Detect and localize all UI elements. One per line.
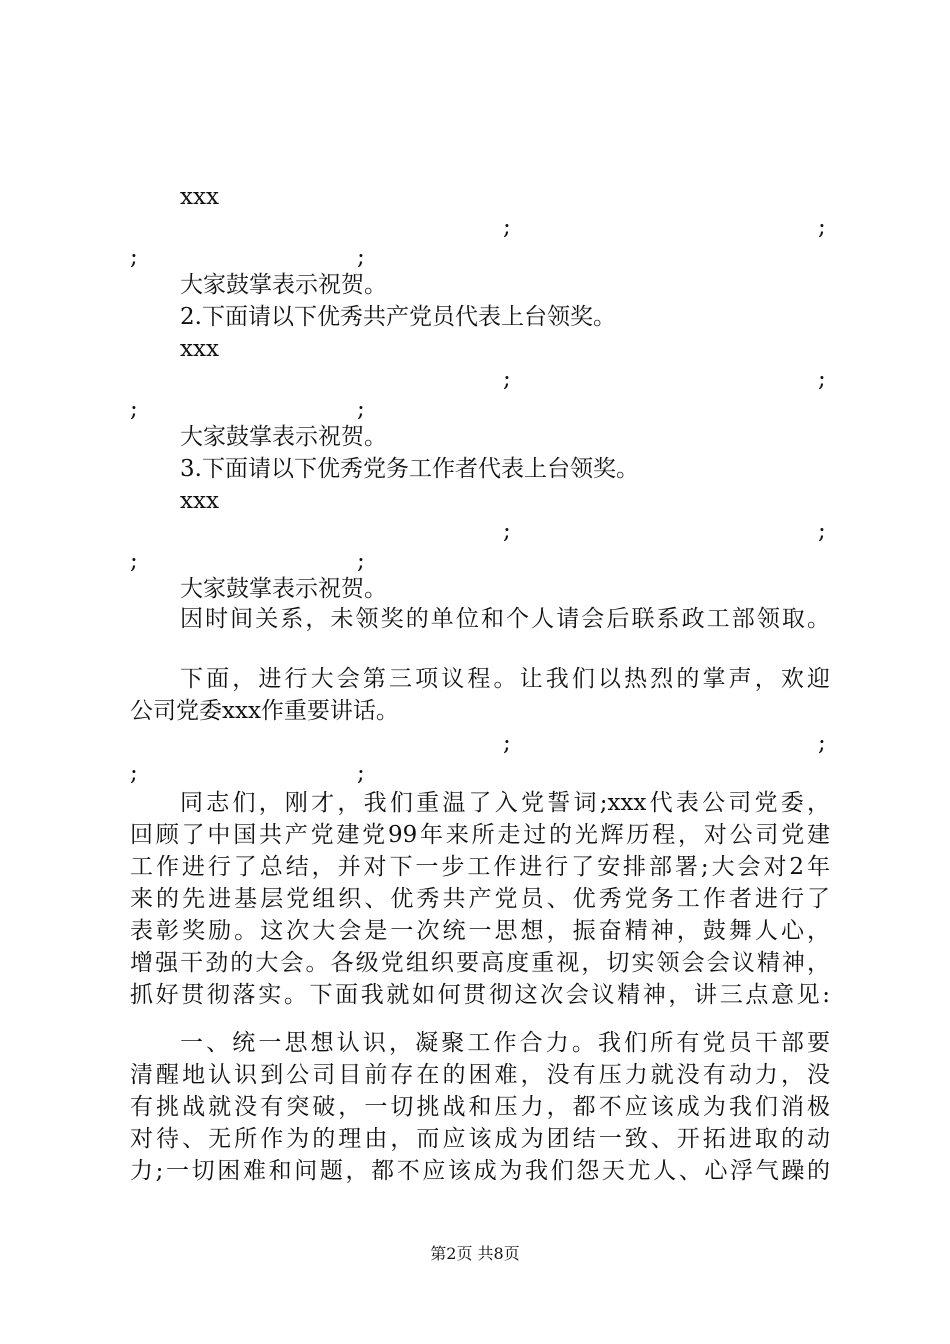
paragraph-line: 力;一切困难和问题，都不应该成为我们怨天尤人、心浮气躁的 — [130, 1158, 830, 1184]
semicolon: ; — [130, 396, 138, 422]
awardee-name: xxx — [180, 336, 219, 362]
paragraph-line: 同志们，刚才，我们重温了入党誓词;xxx代表公司党委， — [180, 790, 830, 816]
paragraph-line: 工作进行了总结，并对下一步工作进行了安排部署;大会对2年 — [130, 854, 830, 880]
semicolon: ; — [818, 518, 826, 544]
awardee-name: xxx — [180, 184, 219, 210]
semicolon: ; — [130, 244, 138, 270]
agenda-line: 下面，进行大会第三项议程。让我们以热烈的掌声，欢迎 — [180, 666, 830, 692]
semicolon: ; — [357, 548, 365, 574]
notice-line: 因时间关系，未领奖的单位和个人请会后联系政工部领取。 — [180, 606, 830, 632]
section-heading: 3.下面请以下优秀党务工作者代表上台领奖。 — [180, 456, 639, 482]
paragraph-line: 增强干劲的大会。各级党组织要高度重视，切实领会会议精神， — [130, 950, 830, 976]
applause-line: 大家鼓掌表示祝贺。 — [180, 576, 387, 602]
semicolon: ; — [357, 244, 365, 270]
agenda-line: 公司党委xxx作重要讲话。 — [130, 698, 399, 724]
awardee-name: xxx — [180, 488, 219, 514]
semicolon: ; — [503, 518, 511, 544]
semicolon: ; — [818, 214, 826, 240]
paragraph-line: 有挑战就没有突破，一切挑战和压力，都不应该成为我们消极 — [130, 1094, 830, 1120]
semicolon: ; — [818, 730, 826, 756]
semicolon: ; — [130, 548, 138, 574]
paragraph-line: 清醒地认识到公司目前存在的困难，没有压力就没有动力，没 — [130, 1062, 830, 1088]
semicolon: ; — [503, 366, 511, 392]
paragraph-line: 一、统一思想认识，凝聚工作合力。我们所有党员干部要 — [180, 1030, 830, 1056]
semicolon: ; — [130, 760, 138, 786]
semicolon: ; — [357, 396, 365, 422]
semicolon: ; — [357, 760, 365, 786]
paragraph-line: 对待、无所作为的理由，而应该成为团结一致、开拓进取的动 — [130, 1126, 830, 1152]
applause-line: 大家鼓掌表示祝贺。 — [180, 272, 387, 298]
section-heading: 2.下面请以下优秀共产党员代表上台领奖。 — [180, 304, 616, 330]
paragraph-line: 来的先进基层党组织、优秀共产党员、优秀党务工作者进行了 — [130, 886, 830, 912]
applause-line: 大家鼓掌表示祝贺。 — [180, 424, 387, 450]
semicolon: ; — [818, 366, 826, 392]
semicolon: ; — [503, 730, 511, 756]
paragraph-line: 抓好贯彻落实。下面我就如何贯彻这次会议精神，讲三点意见: — [130, 982, 830, 1008]
paragraph-line: 表彰奖励。这次大会是一次统一思想，振奋精神，鼓舞人心， — [130, 918, 830, 944]
paragraph-line: 回顾了中国共产党建党99年来所走过的光辉历程，对公司党建 — [130, 822, 830, 848]
page-footer: 第2页 共8页 — [430, 1244, 520, 1263]
semicolon: ; — [503, 214, 511, 240]
